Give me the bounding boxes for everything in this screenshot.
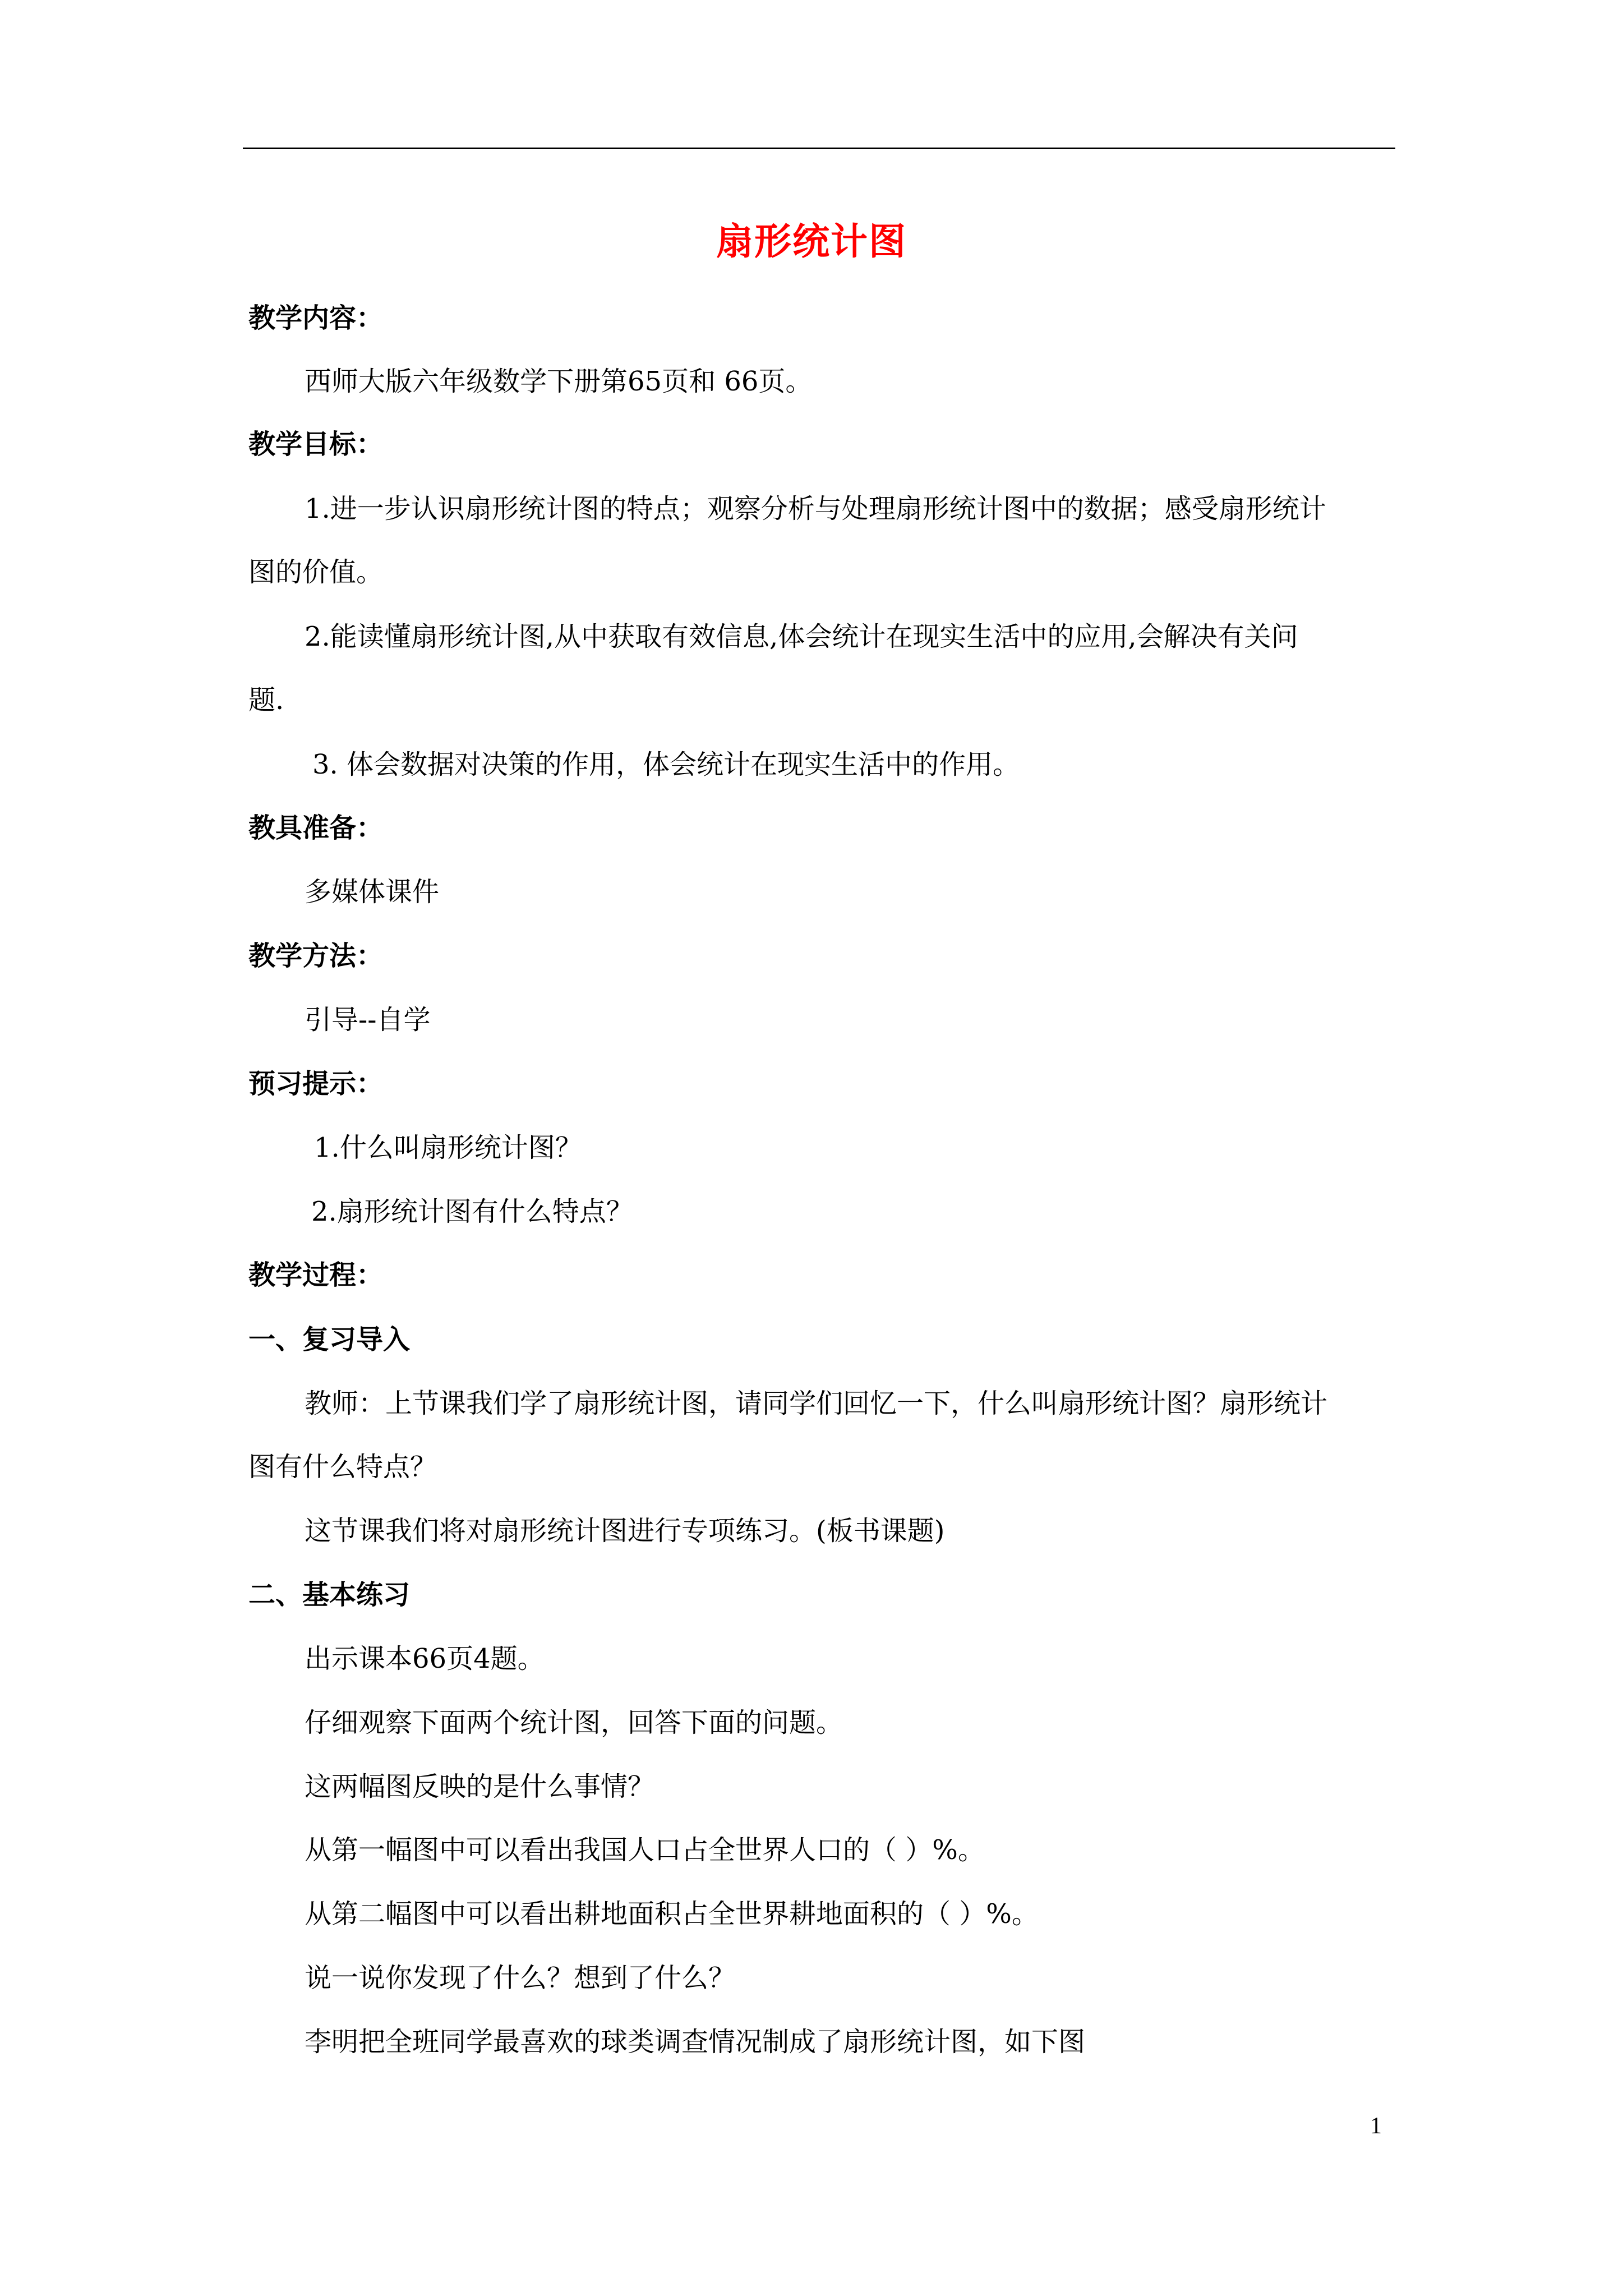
section-heading-practice: 二、基本练习 xyxy=(248,1579,411,1611)
paragraph-line: 3. 体会数据对决策的作用，体会统计在现实生活中的作用。 xyxy=(312,749,1020,780)
paragraph-line: 题. xyxy=(248,684,284,716)
paragraph-line: 这两幅图反映的是什么事情？ xyxy=(305,1771,655,1802)
section-heading-goals: 教学目标： xyxy=(248,429,384,460)
paragraph-line: 从第二幅图中可以看出耕地面积占全世界耕地面积的（ ）%。 xyxy=(305,1898,1039,1930)
section-heading-method: 教学方法： xyxy=(248,940,384,972)
section-heading-materials: 教具准备： xyxy=(248,812,384,844)
paragraph-line: 说一说你发现了什么？想到了什么？ xyxy=(305,1962,736,1994)
paragraph-line: 多媒体课件 xyxy=(305,876,440,908)
section-heading-content: 教学内容： xyxy=(248,302,384,334)
section-heading-process: 教学过程： xyxy=(248,1259,384,1291)
paragraph-line: 西师大版六年级数学下册第65页和 66页。 xyxy=(305,366,813,397)
paragraph-line: 引导--自学 xyxy=(305,1004,431,1036)
document-title: 扇形统计图 xyxy=(716,219,907,263)
paragraph-line: 李明把全班同学最喜欢的球类调查情况制成了扇形统计图，如下图 xyxy=(305,2026,1086,2058)
paragraph-line: 2.能读懂扇形统计图,从中获取有效信息,体会统计在现实生活中的应用,会解决有关问 xyxy=(305,621,1298,652)
paragraph-line: 1.进一步认识扇形统计图的特点；观察分析与处理扇形统计图中的数据；感受扇形统计 xyxy=(305,493,1326,524)
paragraph-line: 教师：上节课我们学了扇形统计图，请同学们回忆一下，什么叫扇形统计图？扇形统计 xyxy=(305,1388,1328,1419)
header-rule xyxy=(243,148,1395,149)
paragraph-line: 出示课本66页4题。 xyxy=(305,1643,545,1674)
page-number: 1 xyxy=(1370,2113,1382,2139)
paragraph-line: 从第一幅图中可以看出我国人口占全世界人口的（ ）%。 xyxy=(305,1834,985,1866)
section-heading-review: 一、复习导入 xyxy=(248,1324,411,1355)
section-heading-preview: 预习提示： xyxy=(248,1068,384,1099)
paragraph-line: 图有什么特点？ xyxy=(248,1451,437,1483)
paragraph-line: 图的价值。 xyxy=(248,556,384,588)
paragraph-line: 仔细观察下面两个统计图，回答下面的问题。 xyxy=(305,1707,843,1738)
paragraph-line: 1.什么叫扇形统计图？ xyxy=(314,1132,582,1163)
paragraph-line: 这节课我们将对扇形统计图进行专项练习。(板书课题) xyxy=(305,1515,945,1547)
paragraph-line: 2.扇形统计图有什么特点？ xyxy=(311,1196,633,1227)
